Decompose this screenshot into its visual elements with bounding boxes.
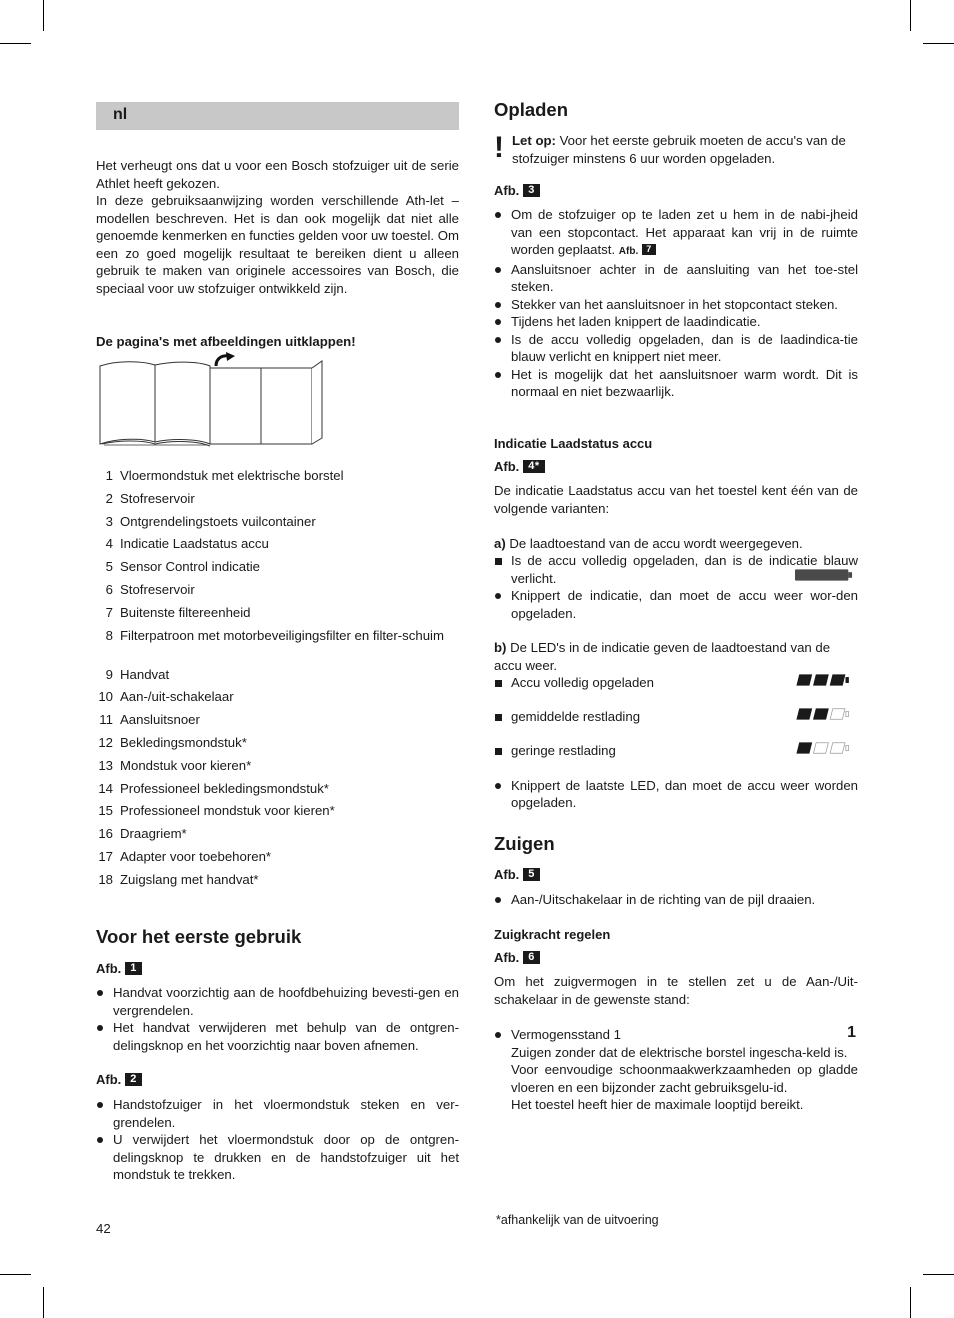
power-level-number: 1 (847, 1024, 856, 1041)
status-heading: Indicatie Laadstatus accu (494, 436, 653, 451)
part-label: Sensor Control indicatie (120, 559, 261, 575)
first-use-list-2 (96, 1096, 459, 1184)
parts-list-item (96, 688, 459, 711)
list-item (494, 1026, 858, 1114)
part-number: 10 (98, 689, 113, 705)
power-levels-list (494, 1026, 858, 1114)
parts-list-item (96, 780, 459, 803)
power-level-description: Het toestel heeft hier de maximale looptijd bereikt. (511, 1097, 804, 1112)
battery-cap (846, 711, 849, 716)
list-item: Het is mogelijk dat het aansluitsnoer warm wordt. Dit is normaal en niet bezwaarlijk. (494, 366, 858, 401)
list-item-text: Is de accu volledig opgeladen, dan is de indicatie blauw verlicht. (511, 553, 858, 586)
part-label: Aan-/uit-schakelaar (120, 689, 234, 705)
parts-list-item (96, 848, 459, 871)
list-item: Knippert de laatste LED, dan moet de accu weer worden opgeladen. (494, 777, 858, 812)
part-number: 17 (98, 848, 113, 864)
figure-badge: 4* (523, 460, 544, 473)
part-number: 3 (105, 513, 113, 529)
crop-mark (43, 0, 44, 31)
parts-list-item (96, 581, 459, 604)
part-label: Draagriem* (120, 826, 187, 842)
status-intro: De indicatie Laadstatus accu van het toestel kent één van de volgende varianten: (494, 483, 858, 516)
variant-text: De LED's in de indicatie geven de laadtoestand van de accu weer. (494, 640, 831, 673)
list-item: Tijdens het laden knippert de laadindicatie. (494, 313, 858, 331)
part-number: 8 (105, 627, 113, 643)
footnote: *afhankelijk van de uitvoering (496, 1213, 659, 1227)
list-item: geringe restlading (494, 742, 858, 760)
parts-list-item (96, 802, 459, 825)
figure-label: Afb. (494, 867, 520, 882)
part-label: Vloermondstuk met elektrische borstel (120, 468, 344, 483)
figure-label: Afb. (618, 246, 639, 257)
part-label: Aansluitsnoer (120, 712, 200, 728)
part-number: 15 (98, 803, 113, 819)
battery-level-low-icon (795, 741, 853, 755)
suction-list (494, 891, 858, 909)
part-label: Stofreservoir (120, 581, 195, 597)
part-number: 5 (105, 559, 113, 575)
part-label: Zuigslang met handvat* (120, 871, 259, 887)
parts-list-item (96, 734, 459, 757)
figure-badge: 2 (125, 1073, 142, 1086)
battery-segment-filled (797, 675, 812, 686)
warning-note (512, 132, 858, 167)
variant-label: b) (494, 640, 507, 655)
power-level-label: Vermogensstand 1 (511, 1027, 621, 1042)
list-item: Aan-/Uitschakelaar in de richting van de pijl draaien. (494, 891, 858, 909)
parts-list-item (96, 513, 459, 536)
figure-label: Afb. (96, 961, 122, 976)
crop-mark (43, 1287, 44, 1318)
part-label: Indicatie Laadstatus accu (120, 536, 269, 552)
figure-badge: 1 (125, 962, 142, 975)
figure-badge: 6 (523, 951, 540, 964)
parts-list-item (96, 558, 459, 581)
figure-reference (494, 866, 540, 884)
warning-label: Let op: (512, 133, 556, 148)
regulate-intro: Om het zuigvermogen in te stellen zet u de Aan-/Uit-schakelaar in de gewenste stand: (494, 974, 858, 1007)
variant-text: De laadtoestand van de accu wordt weergegeven. (505, 536, 803, 551)
part-label: Filterpatroon met motorbeveiligingsfilter en filter-schuim (120, 627, 444, 643)
list-item (494, 206, 858, 261)
list-item: Handstofzuiger in het vloermondstuk steken en ver-grendelen. (96, 1096, 459, 1131)
part-label: Stofreservoir (120, 490, 195, 506)
crop-mark (923, 43, 954, 44)
part-number: 2 (105, 490, 113, 506)
language-bar (96, 102, 459, 130)
parts-list-item (96, 627, 459, 666)
battery-segment-filled (797, 743, 812, 754)
part-number: 4 (105, 536, 113, 552)
page-number: 42 (96, 1221, 111, 1236)
list-item: Accu volledig opgeladen (494, 674, 858, 692)
parts-list-item (96, 871, 459, 894)
battery-cap (846, 745, 849, 750)
parts-list (96, 467, 459, 894)
charging-heading: Opladen (494, 99, 569, 120)
battery-segment-filled (814, 675, 829, 686)
first-use-list-1 (96, 984, 459, 1054)
parts-list-item (96, 604, 459, 627)
battery-segment-empty (830, 743, 845, 754)
variant-a (494, 535, 858, 553)
battery-segment-empty (814, 743, 829, 754)
part-label: Professioneel mondstuk voor kieren* (120, 803, 335, 819)
list-item: Het handvat verwijderen met behulp van de ontgren-delingsknop en het voorzichtig naar boven afnemen. (96, 1019, 459, 1054)
part-number: 14 (98, 780, 113, 796)
part-label: Professioneel bekledingsmondstuk* (120, 780, 329, 796)
battery-full-indicator (795, 568, 853, 582)
part-number: 6 (105, 581, 113, 597)
parts-list-item (96, 757, 459, 780)
intro-paragraph: Het verheugt ons dat u voor een Bosch stofzuiger uit de serie Athlet heeft gekozen. In deze gebruiksaanwijzing worden verschillende Ath-let – modellen beschreven. Het is dan ook mogelijk dat niet alle genoemde kenmerken en functies gelden voor uw toestel. Om een zo goed mogelijk resultaat te bereiken dient u alleen gebruik te maken van originele accessoires van Bosch, die speciaal voor uw stofzuiger ontwikkeld zijn. (96, 158, 459, 296)
suction-heading: Zuigen (494, 833, 555, 854)
figure-reference (494, 458, 545, 476)
figure-badge: 3 (523, 184, 540, 197)
figure-reference (494, 949, 540, 967)
battery-segment-filled (797, 709, 812, 720)
list-item: Knippert de indicatie, dan moet de accu weer wor-den opgeladen. (494, 587, 858, 622)
warning-text: Voor het eerste gebruik moeten de accu's van de stofzuiger minstens 6 uur worden opgeladen. (512, 133, 846, 166)
part-number: 11 (99, 712, 113, 728)
part-label: Handvat (120, 666, 170, 682)
list-item: Handvat voorzichtig aan de hoofdbehuizing bevesti-gen en vergrendelen. (96, 984, 459, 1019)
figure-reference (96, 1071, 142, 1089)
warning-icon: ! (494, 131, 504, 164)
battery-level-full-icon (795, 673, 853, 687)
figure-badge: 7 (642, 244, 656, 255)
list-item: Aansluitsnoer achter in de aansluiting van het toe-stel steken. (494, 261, 858, 296)
battery-segment-filled (814, 709, 829, 720)
figure-label: Afb. (494, 459, 520, 474)
parts-list-item (96, 711, 459, 734)
parts-list-item (96, 666, 459, 689)
variant-a-list (494, 552, 858, 622)
fold-out-illustration (98, 352, 326, 448)
parts-list-item (96, 490, 459, 513)
variant-b (494, 639, 858, 674)
list-item: Is de accu volledig opgeladen, dan is de laadindica-tie blauw verlicht en knippert niet meer. (494, 331, 858, 366)
power-level-description: Voor eenvoudige schoonmaakwerkzaamheden op gladde vloeren en een bijzonder zacht gebruiksgelu-id. (511, 1062, 858, 1095)
charging-list (494, 206, 858, 401)
figure-label: Afb. (96, 1072, 122, 1087)
part-number: 12 (98, 734, 113, 750)
part-number: 7 (105, 604, 113, 620)
crop-mark (910, 1287, 911, 1318)
parts-list-item (96, 825, 459, 848)
battery-segment-filled (830, 675, 845, 686)
part-label: Mondstuk voor kieren* (120, 757, 252, 773)
list-item: U verwijdert het vloermondstuk door op de ontgren-delingsknop te drukken en de handstofzuiger uit het mondstuk te trekken. (96, 1131, 459, 1184)
list-item-text: Om de stofzuiger op te laden zet u hem in de nabi-jheid van een stopcontact. Het apparaat kan vrij in de ruimte worden geplaatst. (511, 207, 858, 257)
list-item: gemiddelde restlading (494, 708, 858, 726)
part-label: Bekledingsmondstuk* (120, 734, 247, 750)
figure-reference (494, 182, 540, 200)
fold-out-heading: De pagina's met afbeeldingen uitklappen! (96, 334, 356, 349)
figure-label: Afb. (494, 950, 520, 965)
variant-label: a) (494, 536, 506, 551)
figure-reference (96, 960, 142, 978)
part-number: 13 (98, 757, 113, 773)
battery-segment-empty (830, 709, 845, 720)
part-number: 16 (98, 826, 113, 842)
battery-cap (846, 677, 849, 682)
figure-label: Afb. (494, 183, 520, 198)
crop-mark (0, 1274, 31, 1275)
power-level-description: Zuigen zonder dat de elektrische borstel ingescha-keld is. (511, 1044, 848, 1060)
part-label: Ontgrendelingstoets vuilcontainer (120, 513, 316, 529)
parts-list-item (96, 467, 459, 490)
part-number: 18 (98, 871, 113, 887)
regulate-heading: Zuigkracht regelen (494, 927, 611, 942)
part-number: 1 (105, 468, 113, 483)
first-use-heading: Voor het eerste gebruik (96, 926, 302, 947)
list-item: Stekker van het aansluitsnoer in het stopcontact steken. (494, 296, 858, 314)
part-number: 9 (105, 666, 113, 682)
parts-list-item (96, 535, 459, 558)
crop-mark (923, 1274, 954, 1275)
part-label: Buitenste filtereenheid (120, 604, 251, 620)
language-tag: nl (113, 106, 128, 123)
figure-badge: 5 (523, 868, 540, 881)
battery-level-medium-icon (795, 707, 853, 721)
crop-mark (0, 43, 31, 44)
crop-mark (910, 0, 911, 31)
part-label: Adapter voor toebehoren* (120, 848, 272, 864)
